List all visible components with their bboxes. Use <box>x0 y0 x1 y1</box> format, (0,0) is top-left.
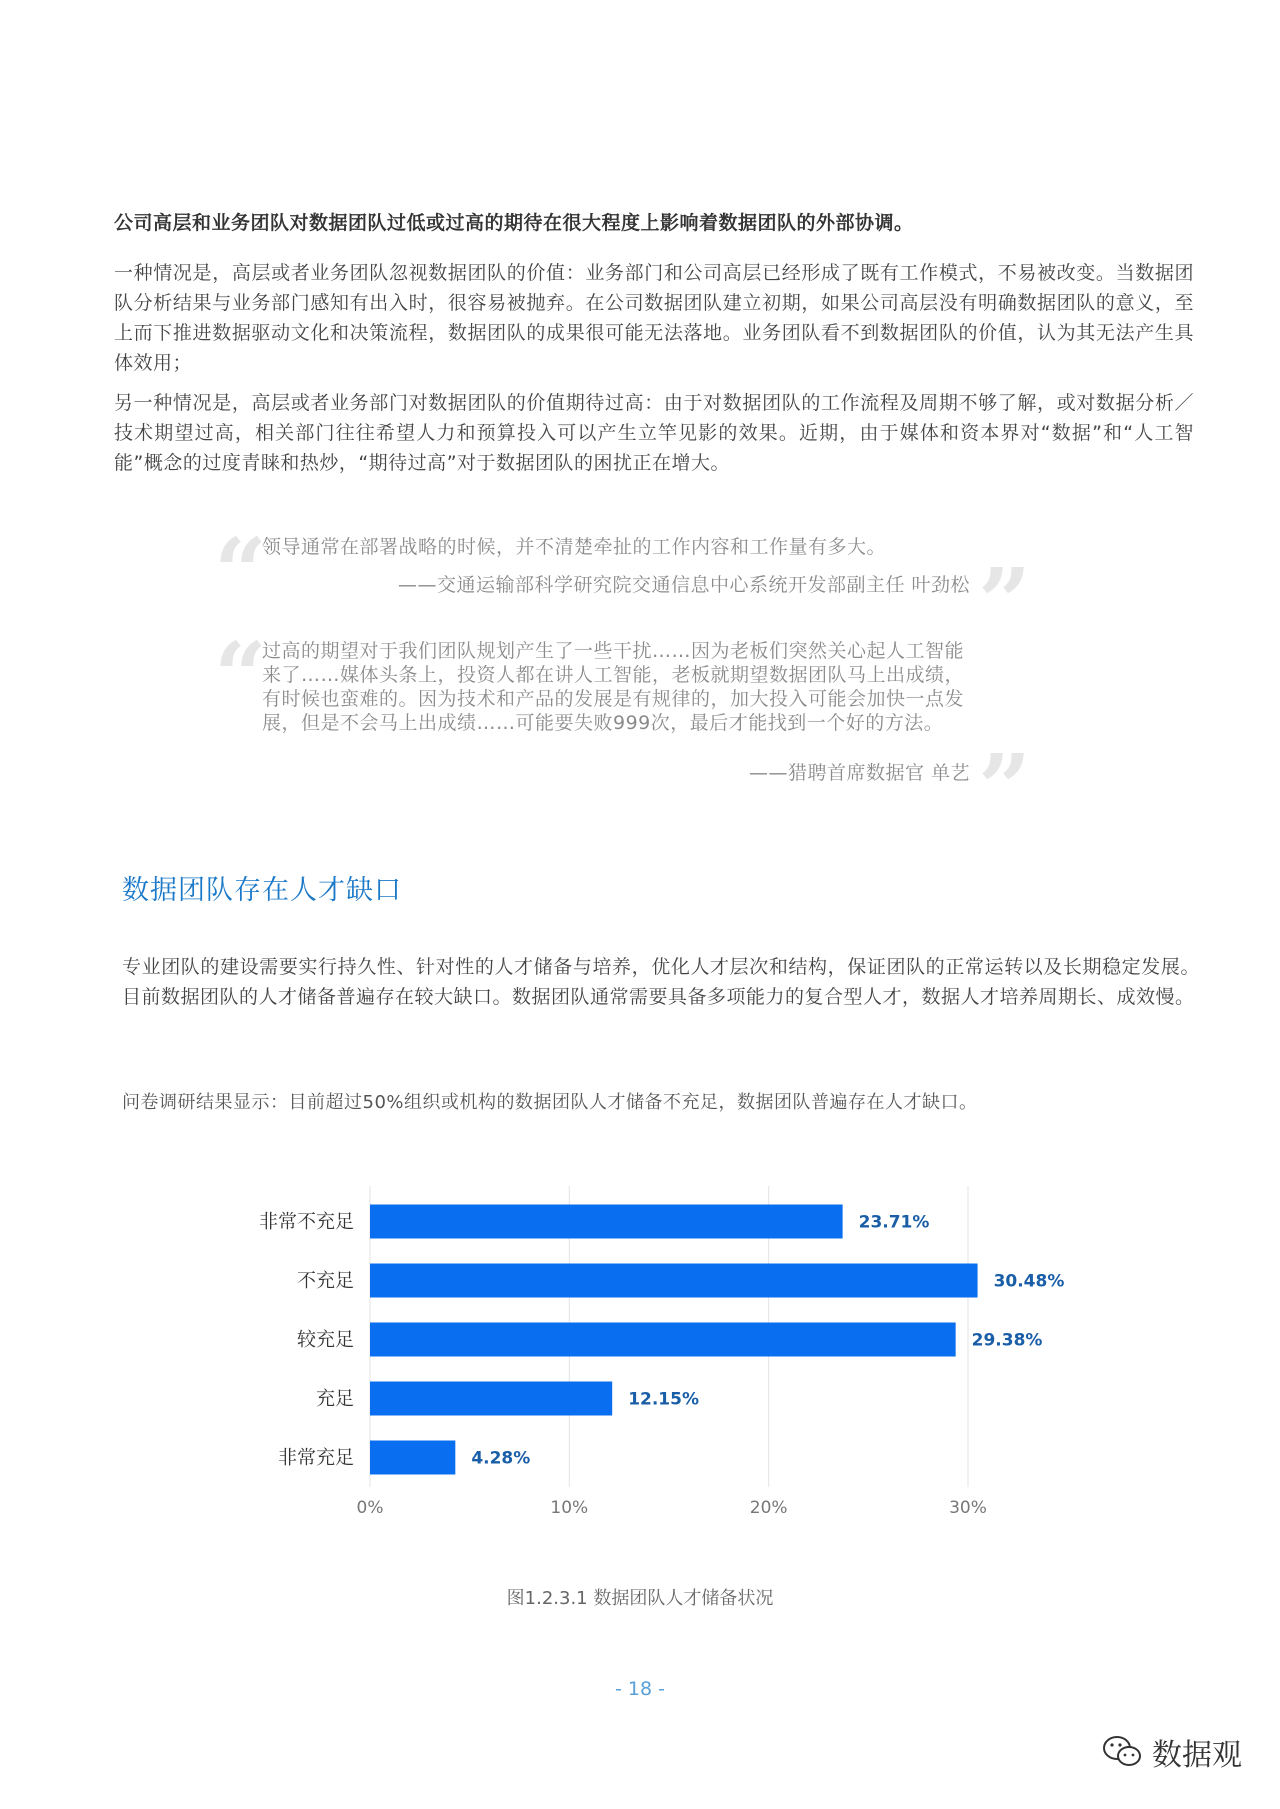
x-tick-label: 20% <box>749 1498 788 1518</box>
bar <box>370 1323 956 1357</box>
x-tick-label: 30% <box>949 1498 987 1518</box>
bar <box>370 1382 612 1416</box>
quote-1-attribution: ——交通运输部科学研究院交通信息中心系统开发部副主任 叶劲松 <box>397 574 970 596</box>
survey-result-text: 问卷调研结果显示：目前超过50%组织或机构的数据团队人才储备不充足，数据团队普遍存在人才缺口。 <box>122 1092 978 1113</box>
category-label: 较充足 <box>296 1328 354 1351</box>
bar <box>370 1205 843 1239</box>
figure-caption: 图1.2.3.1 数据团队人才储备状况 <box>506 1588 774 1609</box>
page-number: - 18 - <box>615 1678 665 1700</box>
lead-sentence: 公司高层和业务团队对数据团队过低或过高的期待在很大程度上影响着数据团队的外部协调。 <box>114 212 914 234</box>
quote-2-attribution: ——猎聘首席数据官 单艺 <box>748 762 970 784</box>
quote-open-icon: “ <box>214 518 267 626</box>
quote-close-icon: ” <box>978 734 1031 842</box>
value-label: 4.28% <box>471 1448 531 1469</box>
value-label: 30.48% <box>993 1271 1065 1292</box>
watermark <box>1102 1730 1242 1774</box>
wechat-icon <box>1102 1735 1142 1769</box>
value-label: 12.15% <box>628 1389 700 1410</box>
value-label: 23.71% <box>858 1212 930 1233</box>
bar <box>370 1264 978 1298</box>
quote-close-icon: ” <box>978 548 1031 656</box>
category-label: 不充足 <box>296 1269 354 1292</box>
quote-2-text: 过高的期望对于我们团队规划产生了一些干扰……因为老板们突然关心起人工智能来了……媒体头条上，投资人都在讲人工智能，老板就期望数据团队马上出成绩，有时候也蛮难的。因为技术和产品的发展是有规律的，加大投入可能会加快一点发展，但是不会马上出成绩……可能要失败999次，最后才能找到一个好的方法。 <box>262 640 965 734</box>
category-label: 非常不充足 <box>258 1210 354 1233</box>
paragraph-low-expectation: 一种情况是，高层或者业务团队忽视数据团队的价值：业务部门和公司高层已经形成了既有工作模式，不易被改变。当数据团队分析结果与业务部门感知有出入时，很容易被抛弃。在公司数据团队建立初期，如果公司高层没有明确数据团队的意义，至上而下推进数据驱动文化和决策流程，数据团队的成果很可能无法落地。业务团队看不到数据团队的价值，认为其无法产生具体效用； <box>114 262 1194 374</box>
talent-reserve-bar-chart <box>230 1180 1065 1518</box>
category-label: 非常充足 <box>277 1446 354 1469</box>
section-title: 数据团队存在人才缺口 <box>122 875 402 906</box>
paragraph-talent-gap: 专业团队的建设需要实行持久性、针对性的人才储备与培养，优化人才层次和结构，保证团队的正常运转以及长期稳定发展。目前数据团队的人才储备普遍存在较大缺口。数据团队通常需要具备多项能力的复合型人才，数据人才培养周期长、成效慢。 <box>122 956 1200 1008</box>
quote-open-icon: “ <box>214 622 267 730</box>
category-label: 充足 <box>315 1387 354 1410</box>
watermark-text: 数据观 <box>1152 1738 1242 1773</box>
paragraph-high-expectation: 另一种情况是，高层或者业务部门对数据团队的价值期待过高：由于对数据团队的工作流程及周期不够了解，或对数据分析／技术期望过高，相关部门往往希望人力和预算投入可以产生立竿见影的效果。近期，由于媒体和资本界对“数据”和“人工智能”概念的过度青睐和热炒，“期待过高”对于数据团队的困扰正在增大。 <box>114 392 1194 474</box>
quote-1-text: 领导通常在部署战略的时候，并不清楚牵扯的工作内容和工作量有多大。 <box>262 536 887 558</box>
x-tick-label: 0% <box>356 1498 384 1518</box>
value-label: 29.38% <box>971 1330 1043 1351</box>
x-tick-label: 10% <box>550 1498 589 1518</box>
bar <box>370 1441 455 1475</box>
